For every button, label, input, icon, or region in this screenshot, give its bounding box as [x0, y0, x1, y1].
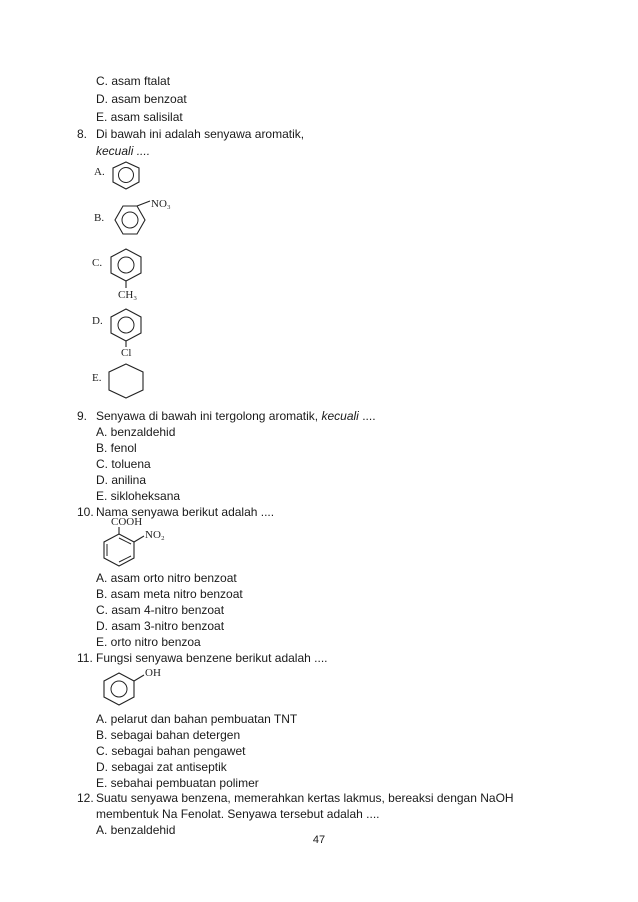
q9-option-d: D. anilina [96, 473, 147, 487]
q11-question: Fungsi senyawa benzene berikut adalah .... [96, 651, 328, 665]
q11-option-a: A. pelarut dan bahan pembuatan TNT [96, 712, 298, 726]
q9-option-e: E. sikloheksana [96, 489, 181, 503]
page-number: 47 [312, 834, 326, 846]
q9-option-a: A. benzaldehid [96, 425, 176, 439]
q11-structure [94, 663, 184, 711]
q10-option-e: E. orto nitro benzoa [96, 635, 201, 649]
q11-option-c: C. sebagai bahan pengawet [96, 744, 246, 758]
q7-option-d: D. asam benzoat [96, 92, 187, 106]
q10-question: Nama senyawa berikut adalah .... [96, 505, 275, 519]
q8-question-italic: kecuali .... [96, 144, 151, 158]
q12-question-cont: membentuk Na Fenolat. Senyawa tersebut adalah .... [96, 807, 380, 821]
q8-option-c-structure [88, 244, 178, 302]
q8-number: 8. [77, 127, 88, 141]
q11-number: 11. [77, 651, 93, 665]
q8-option-e-structure [88, 360, 178, 402]
q8-option-c-label: C. [92, 257, 103, 269]
q11-option-b: B. sebagai bahan detergen [96, 728, 241, 742]
q9-question-end: .... [362, 409, 376, 423]
q7-option-c: C. asam ftalat [96, 74, 171, 88]
q9-question: Senyawa di bawah ini tergolong aromatik, [96, 409, 319, 423]
q10-cooh-label: COOH [111, 516, 143, 528]
q11-oh-label: OH [145, 667, 161, 679]
q10-option-c: C. asam 4-nitro benzoat [96, 603, 225, 617]
q12-option-a: A. benzaldehid [96, 823, 176, 837]
q8-option-d-label: D. [92, 315, 103, 327]
q8-option-b-label: B. [94, 212, 105, 224]
q9-question-italic: kecuali [321, 409, 359, 423]
q8-option-d-structure [88, 305, 178, 360]
q11-option-e: E. sebahai pembuatan polimer [96, 776, 259, 790]
q10-number: 10. [77, 505, 94, 519]
q8-question: Di bawah ini adalah senyawa aromatik, [96, 127, 305, 141]
q11-option-d: D. sebagai zat antiseptik [96, 760, 227, 774]
q7-option-e: E. asam salisilat [96, 110, 183, 124]
q8-option-b-structure [88, 196, 198, 246]
q10-no2-label: NO₂ [145, 529, 165, 541]
q10-option-a: A. asam orto nitro benzoat [96, 571, 237, 585]
q8-option-c-substituent: CH₃ [118, 289, 138, 301]
q10-option-b: B. asam meta nitro benzoat [96, 587, 243, 601]
q9-option-c: C. toluena [96, 457, 151, 471]
q12-number: 12. [77, 791, 94, 805]
q8-option-d-substituent: Cl [121, 347, 132, 359]
q8-option-a-label: A. [94, 166, 105, 178]
q8-option-b-substituent: NO₃ [151, 198, 171, 210]
q8-option-a-structure [88, 158, 168, 198]
q9-question-line [96, 409, 376, 424]
q12-question: Suatu senyawa benzena, memerahkan kertas lakmus, bereaksi dengan NaOH [96, 791, 514, 805]
q10-structure [94, 514, 184, 572]
q9-number: 9. [77, 409, 88, 423]
q8-option-e-label: E. [92, 372, 102, 384]
q10-option-d: D. asam 3-nitro benzoat [96, 619, 225, 633]
q9-option-b: B. fenol [96, 441, 137, 455]
